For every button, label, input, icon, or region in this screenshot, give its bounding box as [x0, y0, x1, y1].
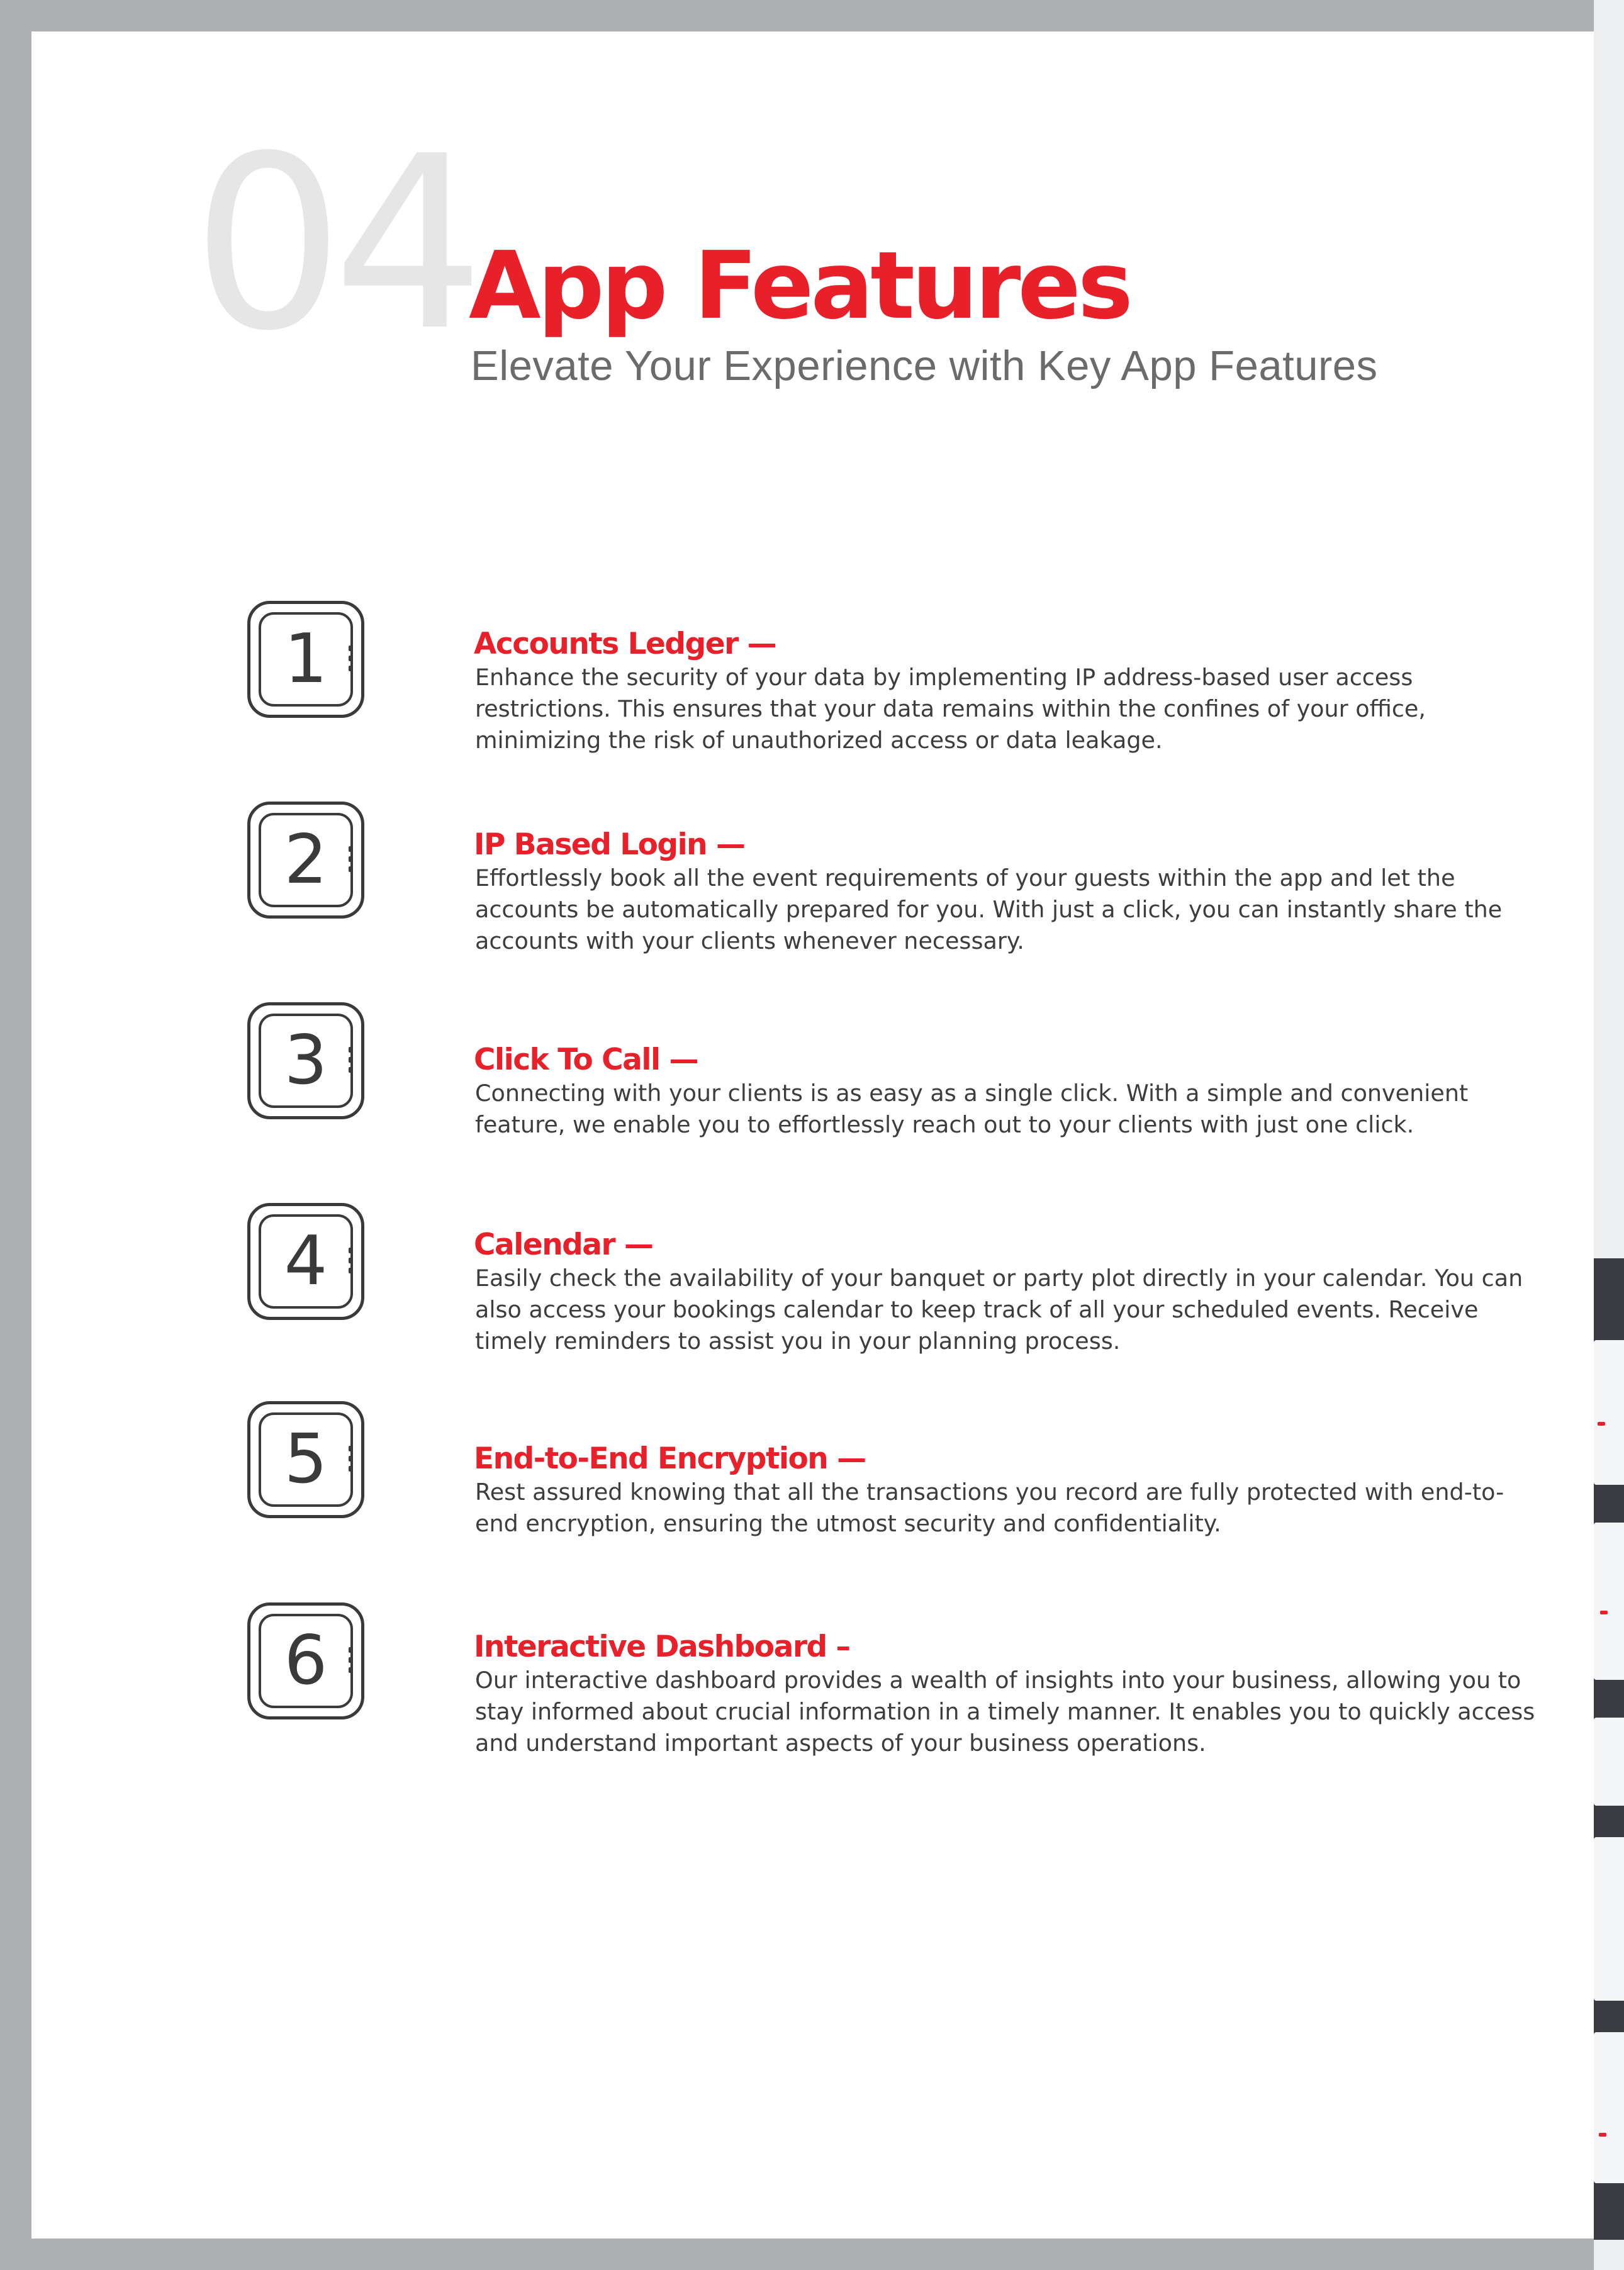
number-badge-icon [247, 601, 364, 718]
page-title: App Features [469, 232, 1130, 340]
feature-description: Easily check the availability of your banquet or party plot directly in your calendar. You can also access your bookings calendar to keep track of all your scheduled events. Receive timely reminders to assist you in your planning process. [475, 1265, 1523, 1355]
section-number: 04 [192, 104, 474, 383]
document-page [31, 31, 1594, 2239]
feature-description: Connecting with your clients is as easy as a single click. With a simple and convenient feature, we enable you to effortlessly reach out to your clients with just one click. [475, 1080, 1469, 1138]
feature-title: Click To Call — [474, 1043, 698, 1077]
feature-title: Accounts Ledger — [474, 627, 776, 661]
number-badge-icon [247, 1203, 364, 1320]
number-badge-icon [247, 1401, 364, 1518]
app-mockup-preview [1594, 1258, 1624, 2240]
feature-title: Interactive Dashboard – [474, 1630, 850, 1664]
feature-title: IP Based Login — [474, 827, 745, 862]
feature-title: End-to-End Encryption — [474, 1441, 866, 1476]
feature-description: Rest assured knowing that all the transactions you record are fully protected with end-to-end encryption, ensuring the utmost security and confidentiality. [475, 1479, 1504, 1537]
number-badge-icon [247, 802, 364, 919]
feature-description: Enhance the security of your data by implementing IP address-based user access restrictions. This ensures that your data remains within the confines of your office, minimizing the risk of unauthorized access or data leakage. [475, 664, 1426, 754]
feature-number: 1 [284, 620, 328, 698]
number-badge-icon [247, 1002, 364, 1119]
page-subtitle: Elevate Your Experience with Key App Features [471, 342, 1378, 389]
feature-description: Our interactive dashboard provides a wealth of insights into your business, allowing you to stay informed about crucial information in a timely manner. It enables you to quickly access and understand important aspects of your business operations. [475, 1667, 1535, 1757]
feature-number: 5 [284, 1420, 328, 1499]
feature-number: 6 [284, 1621, 328, 1700]
feature-number: 2 [284, 820, 328, 899]
feature-number: 4 [284, 1222, 328, 1300]
number-badge-icon [247, 1602, 364, 1719]
feature-description: Effortlessly book all the event requirements of your guests within the app and let the accounts be automatically prepared for you. With just a click, you can instantly share the accounts with your clients whenever necessary. [475, 864, 1503, 954]
feature-number: 3 [284, 1021, 328, 1100]
feature-title: Calendar — [474, 1227, 653, 1262]
